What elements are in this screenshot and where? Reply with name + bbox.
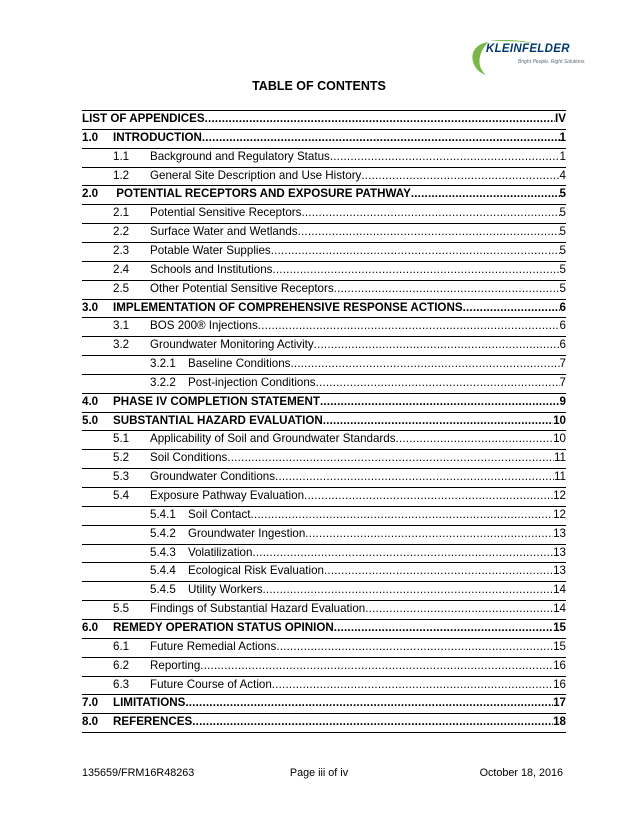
toc-section-number: 3.2 [113, 338, 130, 352]
toc-page-number: 6 [559, 319, 566, 333]
toc-dot-leader [258, 317, 560, 336]
toc-section-number: 8.0 [82, 715, 99, 729]
toc-entry [188, 581, 566, 600]
toc-page-number: 5 [559, 225, 566, 239]
toc-page-number: 1 [559, 149, 566, 163]
toc-section-number: 1.2 [113, 168, 130, 182]
toc-section-number: 5.1 [113, 432, 130, 446]
toc-row[interactable] [0, 317, 638, 336]
logo-tagline: Bright People. Right Solutions. [518, 59, 586, 65]
toc-section-number: 5.4.4 [150, 564, 176, 578]
toc-entry-title: Exposure Pathway Evaluation [150, 489, 305, 502]
toc-dot-leader [323, 412, 553, 431]
toc-entry [113, 185, 566, 204]
toc-section-number: 5.4.1 [150, 507, 176, 521]
toc-dot-leader [275, 468, 554, 487]
toc-page-number: 7 [559, 357, 566, 371]
toc-section-number: 2.3 [113, 243, 130, 257]
toc-entry-title: REMEDY OPERATION STATUS OPINION [113, 620, 334, 634]
toc-entry-title: Volatilization [188, 545, 253, 559]
toc-dot-leader [314, 336, 560, 355]
toc-entry-title: BOS 200® Injections [150, 319, 258, 333]
toc-row[interactable] [0, 544, 638, 563]
toc-entry [150, 657, 566, 676]
toc-entry-title: POTENTIAL RECEPTORS AND EXPOSURE PATHWAY [113, 187, 411, 201]
toc-entry-title: Reporting [150, 658, 201, 672]
toc-row[interactable] [0, 336, 638, 355]
toc-page-number: 7 [559, 375, 566, 389]
toc-entry-title: Post-injection Conditions [188, 375, 316, 389]
toc-entry [150, 261, 566, 280]
toc-row[interactable] [0, 713, 638, 732]
toc-title: TABLE OF CONTENTS [252, 79, 386, 93]
toc-page-number: 5 [559, 187, 566, 201]
toc-entry [150, 487, 566, 506]
toc-entry-title: Future Remedial Actions [150, 639, 277, 653]
toc-entry-title: Schools and Institutions [150, 262, 273, 276]
toc-entry [113, 412, 566, 431]
footer-doc-id: 135659/FRM16R48263 [82, 767, 195, 779]
toc-page-number: 15 [553, 639, 566, 653]
toc-section-number: 1.0 [82, 130, 99, 144]
toc-dot-leader [185, 694, 553, 713]
toc-dot-leader [361, 167, 559, 186]
toc-section-number: 2.4 [113, 262, 130, 276]
toc-row[interactable] [0, 619, 638, 638]
toc-row[interactable] [0, 638, 638, 657]
toc-row[interactable] [0, 487, 638, 506]
toc-page-number: 13 [553, 564, 566, 578]
kleinfelder-logo [466, 38, 586, 78]
toc-section-number: 6.1 [113, 639, 130, 653]
toc-row[interactable] [0, 562, 638, 581]
toc-dot-leader [305, 525, 553, 544]
toc-page-number: 16 [553, 677, 566, 691]
toc-entry [150, 430, 566, 449]
toc-dot-leader [271, 242, 560, 261]
toc-row-rule [82, 732, 566, 733]
toc-dot-leader [411, 185, 560, 204]
toc-entry-title: Soil Contact [188, 507, 251, 521]
toc-entry-title: Utility Workers [188, 583, 263, 597]
toc-entry [113, 619, 566, 638]
toc-entry-title: Soil Conditions [150, 451, 228, 465]
toc-entry [150, 242, 566, 261]
toc-dot-leader [263, 581, 554, 600]
toc-dot-leader [202, 129, 560, 148]
toc-section-number: 7.0 [82, 696, 99, 710]
toc-entry-title: IMPLEMENTATION OF COMPREHENSIVE RESPONSE ACTIONS [113, 300, 463, 314]
toc-section-number: 5.5 [113, 602, 130, 616]
toc-row[interactable] [0, 299, 638, 318]
toc-entry-title: Ecological Risk Evaluation [188, 564, 324, 578]
toc-entry-title: Groundwater Ingestion [188, 526, 306, 540]
toc-entry-title: INTRODUCTION [113, 130, 202, 144]
toc-dot-leader [205, 110, 555, 129]
toc-row[interactable] [0, 129, 638, 148]
toc-entry [113, 299, 566, 318]
toc-entry [150, 223, 566, 242]
toc-entry [150, 336, 566, 355]
toc-section-number: 5.2 [113, 451, 130, 465]
toc-row[interactable] [0, 468, 638, 487]
toc-page-number: 14 [553, 583, 566, 597]
toc-entry [150, 600, 566, 619]
toc-section-number: 2.5 [113, 281, 130, 295]
toc-dot-leader [290, 355, 559, 374]
toc-page-number: 16 [553, 658, 566, 672]
toc-entry-title: Other Potential Sensitive Receptors [150, 281, 334, 295]
toc-section-number: 5.4.3 [150, 545, 176, 559]
toc-row[interactable] [0, 185, 638, 204]
toc-row[interactable] [0, 657, 638, 676]
toc-row[interactable] [0, 393, 638, 412]
toc-section-number: 3.0 [82, 300, 99, 314]
toc-entry-title: SUBSTANTIAL HAZARD EVALUATION [113, 413, 323, 427]
toc-page-number: 14 [553, 602, 566, 616]
toc-dot-leader [301, 204, 559, 223]
toc-entry [150, 204, 566, 223]
toc-page-number: 5 [559, 281, 566, 295]
toc-row[interactable] [0, 506, 638, 525]
toc-dot-leader [396, 430, 554, 449]
toc-row[interactable] [0, 412, 638, 431]
toc-page-number: 15 [553, 620, 566, 634]
toc-page-number: 10 [553, 413, 566, 427]
toc-page-number: 12 [553, 489, 566, 502]
toc-dot-leader [330, 148, 560, 167]
toc-dot-leader [272, 676, 553, 695]
toc-section-number: 3.1 [113, 319, 130, 333]
toc-entry-title: Surface Water and Wetlands [150, 225, 298, 239]
toc-entry-title: Baseline Conditions [188, 357, 291, 371]
toc-dot-leader [276, 638, 553, 657]
toc-dot-leader [252, 544, 553, 563]
toc-row[interactable] [0, 525, 638, 544]
toc-page-number: 4 [559, 168, 566, 182]
toc-row[interactable] [0, 600, 638, 619]
toc-page-number: 1 [559, 130, 566, 144]
toc-page-number: 18 [553, 715, 566, 729]
toc-row[interactable] [0, 581, 638, 600]
toc-page-number: 11 [553, 470, 566, 484]
toc-section-number: 3.2.2 [150, 375, 176, 389]
toc-dot-leader [320, 393, 560, 412]
footer-date: October 18, 2016 [479, 767, 563, 779]
toc-section-number: 2.1 [113, 206, 130, 220]
toc-dot-leader [200, 657, 553, 676]
toc-entry [188, 355, 566, 374]
toc-entry-title: Groundwater Monitoring Activity [150, 338, 314, 352]
toc-row[interactable] [0, 167, 638, 186]
toc-section-number: 5.4 [113, 489, 130, 502]
toc-section-number: 4.0 [82, 394, 99, 408]
toc-dot-leader [227, 449, 554, 468]
toc-page-number: 9 [559, 394, 566, 408]
toc-entry [150, 148, 566, 167]
toc-page-number: 12 [553, 507, 566, 521]
toc-section-number: 2.2 [113, 225, 130, 239]
toc-entry [113, 129, 566, 148]
toc-row[interactable] [0, 694, 638, 713]
toc-dot-leader [463, 299, 560, 318]
toc-entry [188, 525, 566, 544]
toc-entry [188, 374, 566, 393]
toc-entry [150, 167, 566, 186]
toc-row[interactable] [0, 355, 638, 374]
toc-dot-leader [192, 713, 553, 732]
toc-entry-title: Background and Regulatory Status [150, 149, 330, 163]
toc-section-number: 1.1 [113, 149, 130, 163]
toc-dot-leader [365, 600, 553, 619]
toc-entry-title: Potable Water Supplies [150, 243, 271, 257]
toc-row[interactable] [0, 676, 638, 695]
footer-page-number: Page iii of iv [289, 767, 349, 779]
toc-row[interactable] [0, 223, 638, 242]
toc-page-number: IV [555, 112, 566, 125]
toc-section-number: 6.2 [113, 658, 130, 672]
toc-row[interactable] [0, 110, 638, 129]
toc-page-number: 10 [553, 432, 566, 446]
toc-entry-title: LIMITATIONS [113, 696, 186, 710]
toc-entry [150, 317, 566, 336]
toc-page-number: 13 [553, 545, 566, 559]
toc-dot-leader [298, 223, 560, 242]
toc-entry-title: Groundwater Conditions [150, 470, 276, 484]
toc-row[interactable] [0, 148, 638, 167]
toc-page-number: 17 [553, 696, 566, 710]
toc-dot-leader [316, 374, 560, 393]
toc-page-number: 6 [559, 338, 566, 352]
toc-row[interactable] [0, 204, 638, 223]
toc-page-number: 5 [559, 262, 566, 276]
toc-dot-leader [324, 562, 553, 581]
toc-entry [188, 506, 566, 525]
toc-section-number: 3.2.1 [150, 357, 176, 371]
toc-entry [150, 280, 566, 299]
toc-entry-title: Applicability of Soil and Groundwater Standards [150, 432, 396, 446]
toc-entry-title: General Site Description and Use History [150, 168, 362, 182]
toc-section-number: 5.3 [113, 470, 130, 484]
toc-dot-leader [334, 280, 560, 299]
toc-section-number: 6.3 [113, 677, 130, 691]
toc-row[interactable] [0, 280, 638, 299]
toc-dot-leader [251, 506, 554, 525]
toc-section-number: 2.0 [82, 187, 99, 201]
toc-entry [113, 694, 566, 713]
toc-page-number: 13 [553, 526, 566, 540]
toc-section-number: 5.4.2 [150, 526, 176, 540]
toc-dot-leader [304, 487, 553, 506]
toc-entry-title: Potential Sensitive Receptors [150, 206, 302, 220]
toc-page-number: 5 [559, 243, 566, 257]
toc-entry [150, 638, 566, 657]
toc-dot-leader [272, 261, 559, 280]
toc-entry [150, 676, 566, 695]
toc-row[interactable] [0, 449, 638, 468]
toc-row[interactable] [0, 261, 638, 280]
toc-entry-title: REFERENCES [113, 715, 193, 729]
toc-dot-leader [334, 619, 553, 638]
toc-row[interactable] [0, 374, 638, 393]
toc-section-number: 6.0 [82, 620, 99, 634]
toc-entry-title: LIST OF APPENDICES [82, 112, 205, 125]
toc-section-number: 5.0 [82, 413, 99, 427]
toc-entry-title: Findings of Substantial Hazard Evaluation [150, 602, 366, 616]
toc-page-number: 11 [553, 451, 566, 465]
toc-page-number: 6 [559, 300, 566, 314]
toc-row[interactable] [0, 242, 638, 261]
logo-wordmark: KLEINFELDER [486, 43, 570, 55]
toc-entry [188, 544, 566, 563]
toc-entry-title: PHASE IV COMPLETION STATEMENT [113, 394, 320, 408]
toc-entry [150, 468, 566, 487]
toc-entry-title: Future Course of Action [150, 677, 272, 691]
toc-entry [113, 713, 566, 732]
toc-entry [150, 449, 566, 468]
toc-entry [113, 393, 566, 412]
toc-page-number: 5 [559, 206, 566, 220]
toc-row[interactable] [0, 430, 638, 449]
toc-entry [188, 562, 566, 581]
toc-section-number: 5.4.5 [150, 583, 176, 597]
toc-entry [82, 110, 566, 129]
